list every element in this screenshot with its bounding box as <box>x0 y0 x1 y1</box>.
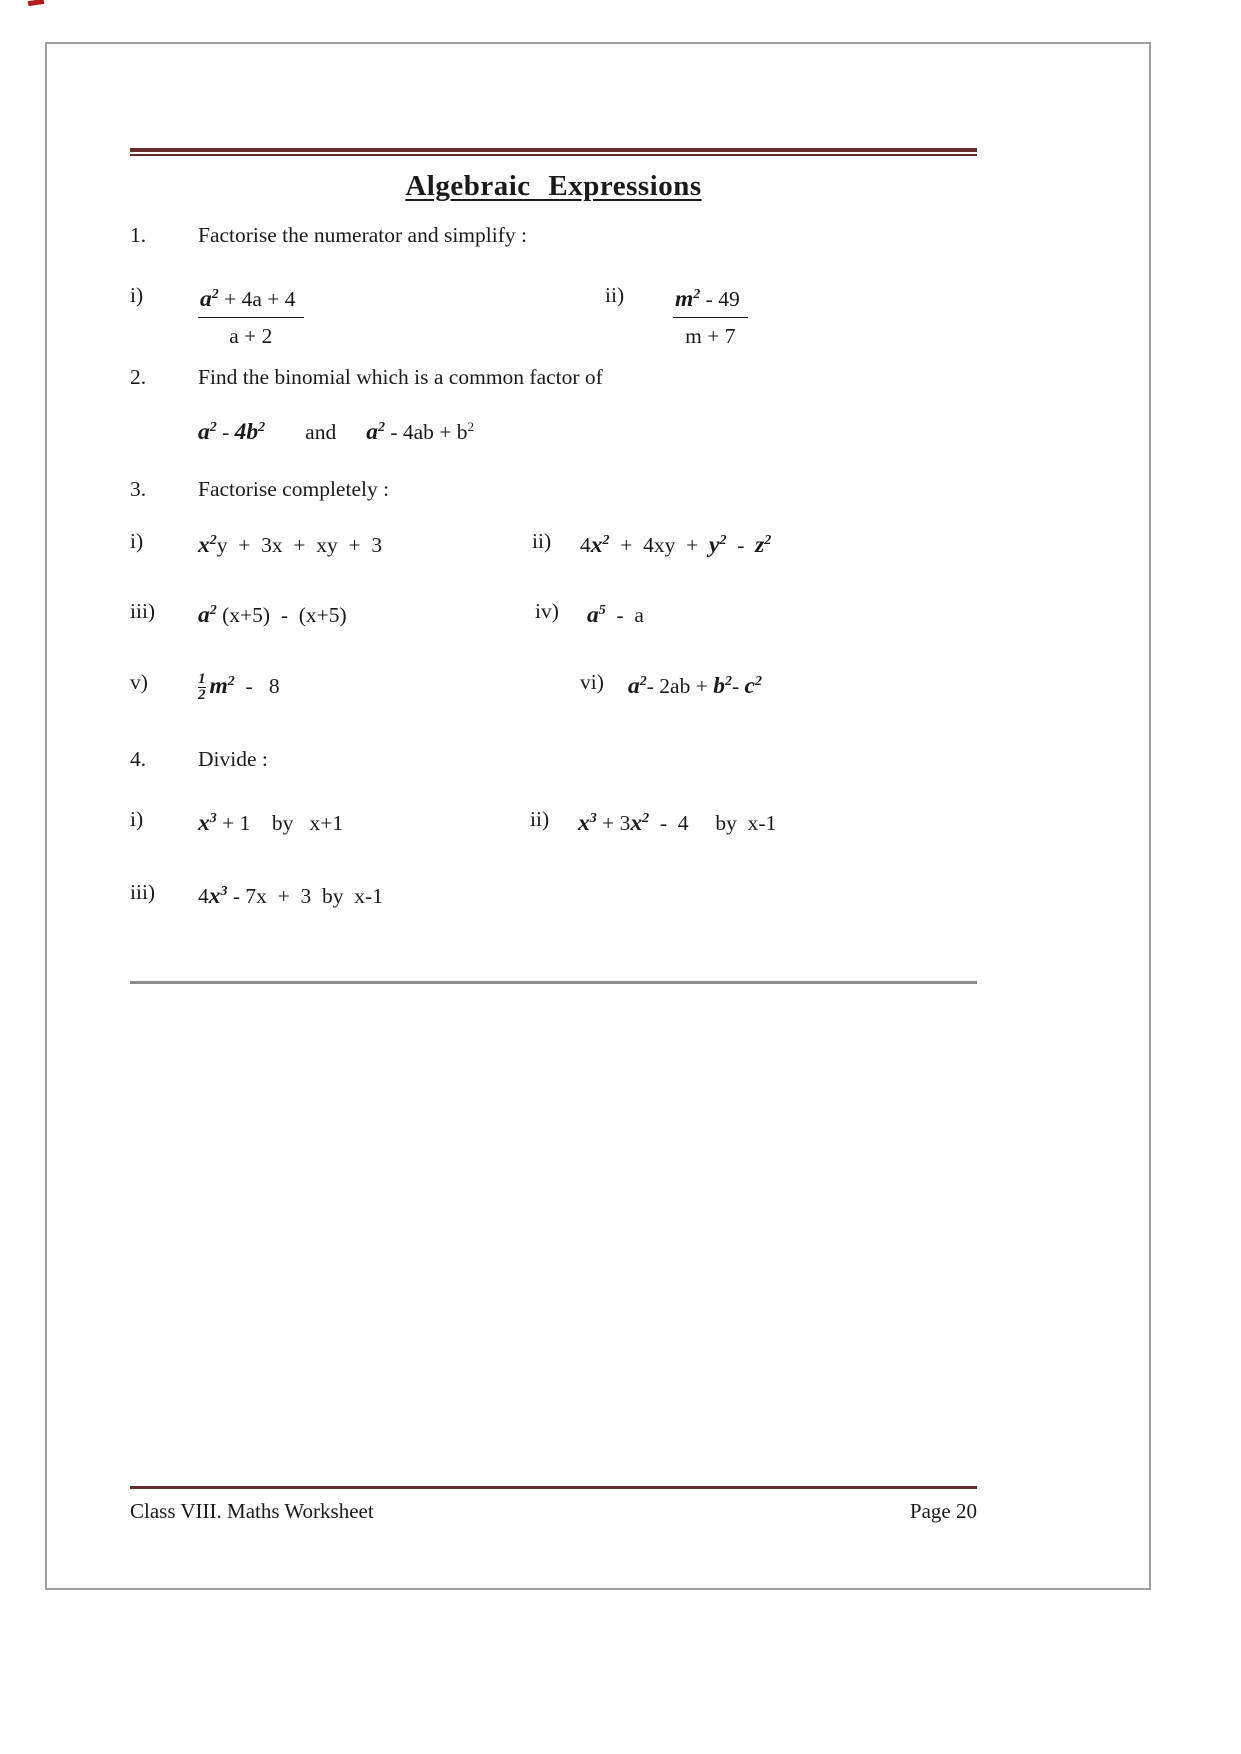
q3-part-vi-group <box>580 667 762 701</box>
q3-part-i-label: i) <box>130 529 144 554</box>
q1-part-ii-label: ii) <box>605 283 625 307</box>
q3-part-iii-expr: $a^2$ (x+5) - (x+5) <box>198 602 347 629</box>
worksheet-page <box>45 42 1151 1590</box>
q4-part-i-label: i) <box>130 807 144 832</box>
q4-part-i-expr: $x^3 + 1$ by x+1 <box>198 810 344 837</box>
q3-part-iv-group <box>535 596 644 630</box>
q4-part-ii-expr: $x^3 + 3x^2 - 4$ by x-1 <box>578 810 777 837</box>
q3-part-iv-expr: $a^5$ - a <box>587 602 644 629</box>
section-divider-rule <box>130 981 977 984</box>
q1-part-i-numerator: $a^2 + 4a + 4$ <box>198 280 304 318</box>
q1-part-i-fraction <box>198 280 304 349</box>
question-2-exprs-row <box>130 412 977 447</box>
q1-part-ii-fraction <box>673 280 748 349</box>
scan-artifact-mark <box>28 0 45 6</box>
q4-part-ii-label: ii) <box>530 807 550 832</box>
q2-expression-2: $a^2 - 4ab + b^2$ <box>366 419 475 446</box>
q1-part-ii-denominator: m + 7 <box>685 324 736 349</box>
q3-row-3 <box>130 667 977 704</box>
q2-and-word: and <box>305 420 337 445</box>
footer-page-number: Page 20 <box>909 1499 977 1523</box>
title-wrap <box>130 170 977 203</box>
half-numerator: 1 <box>198 671 206 688</box>
q4-part-iii-expr: $4x^3 - 7x + 3$ by x-1 <box>198 882 383 909</box>
q4-row-2 <box>130 877 977 911</box>
question-1-prompt: Factorise the numerator and simplify : <box>198 223 527 247</box>
q3-part-i-expr: $x^2y + 3x$ + xy + 3 <box>198 532 383 559</box>
q3-row-2 <box>130 596 977 630</box>
one-half-fraction <box>198 672 206 703</box>
footer-left-text: Class VIII. Maths Worksheet <box>130 1499 374 1523</box>
q3-part-vi-expr: $a^2-$ $2ab + b^2-$ $c^2$ <box>628 672 762 699</box>
q4-part-iii-label: iii) <box>130 879 156 904</box>
q1-part-ii-numerator: $m^2 - 49$ <box>673 280 748 318</box>
question-4 <box>130 747 977 772</box>
top-rule-thin <box>130 154 977 156</box>
page-title: Algebraic Expressions <box>405 170 702 202</box>
q3-part-ii-group <box>532 526 771 560</box>
q1-part-i-denominator: a + 2 <box>229 324 273 349</box>
q3-part-iv-label: iv) <box>535 599 559 624</box>
q3-row-1 <box>130 526 977 560</box>
q3-part-iii-label: iii) <box>130 599 156 624</box>
half-denominator: 2 <box>198 687 206 704</box>
question-3 <box>130 477 977 502</box>
question-1-number: 1. <box>130 223 147 247</box>
question-2 <box>130 365 977 390</box>
q4-row-1 <box>130 804 977 838</box>
q2-expressions <box>198 412 474 447</box>
q3-part-vi-label: vi) <box>580 669 604 694</box>
question-3-prompt: Factorise completely : <box>198 477 390 502</box>
footer-rule <box>130 1486 977 1489</box>
q3-part-ii-expr: $4x^2 + 4xy + y^2 - z^2$ <box>580 532 772 559</box>
q4-part-ii-group <box>530 804 776 838</box>
question-4-number: 4. <box>130 747 147 772</box>
q3-part-v-label: v) <box>130 669 148 694</box>
q2-expression-1: $a^2 - 4b^2$ <box>198 419 266 446</box>
top-double-rule <box>130 148 977 156</box>
question-3-number: 3. <box>130 477 147 502</box>
footer-row <box>130 1499 977 1524</box>
q1-part-i-label: i) <box>130 283 144 307</box>
question-4-prompt: Divide : <box>198 747 268 772</box>
q3-part-ii-label: ii) <box>532 529 552 554</box>
footer <box>130 1486 977 1524</box>
question-2-number: 2. <box>130 365 147 390</box>
q1-part-ii-group <box>605 280 748 349</box>
question-1-parts <box>130 280 977 349</box>
q3-part-v-expr <box>198 667 280 704</box>
worksheet-content <box>130 44 977 984</box>
q3-part-v-tail: $m^2 - 8$ <box>209 672 280 699</box>
question-2-prompt: Find the binomial which is a common factor of <box>198 365 603 390</box>
top-rule-thick <box>130 148 977 152</box>
question-1 <box>130 223 977 248</box>
